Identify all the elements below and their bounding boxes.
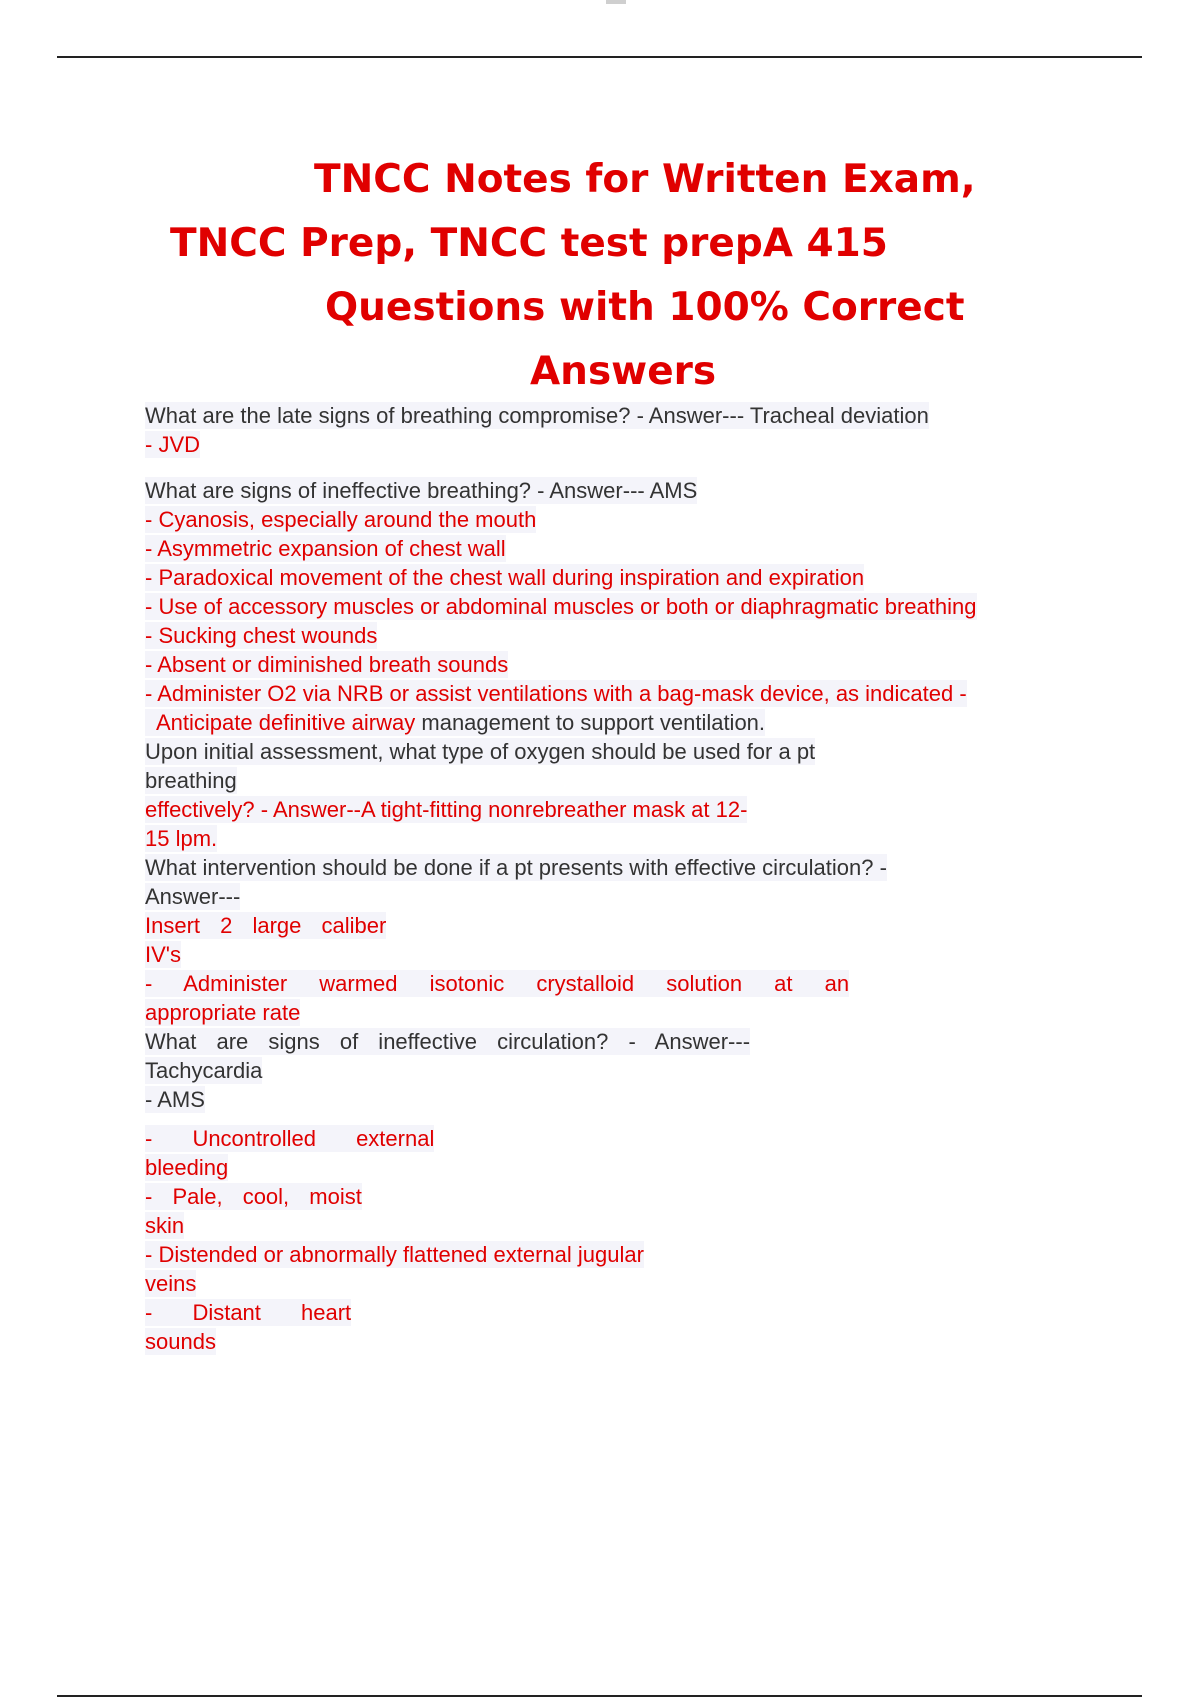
answer-text: Tachycardia: [145, 1058, 263, 1083]
question-text: Upon initial assessment, what type of oxygen should be used for a pt: [145, 739, 816, 764]
answer-item: [145, 563, 1095, 592]
answer-text: - Asymmetric expansion of chest wall: [145, 536, 506, 561]
question-text: What are signs of ineffective circulation? - Answer---: [145, 1029, 751, 1054]
answer-text: Anticipate definitive airway: [145, 710, 416, 735]
answer-text: - Distended or abnormally flattened external jugular: [145, 1242, 644, 1267]
answer-text: 15 lpm.: [145, 826, 218, 851]
title-line-3: Questions with 100% Correct: [325, 285, 965, 330]
answer-item: [145, 1182, 1095, 1211]
answer-text: IV's: [145, 942, 181, 967]
answer-item: [145, 650, 1095, 679]
answer-iv: [145, 911, 1095, 940]
answer-item-cont: [145, 1153, 1095, 1182]
footer-rule: [57, 1695, 1142, 1697]
answer-item: [145, 505, 1095, 534]
answer-text: Insert 2 large caliber: [145, 913, 387, 938]
answer-text: - Paradoxical movement of the chest wall during inspiration and expiration: [145, 565, 865, 590]
answer-ams: [145, 1085, 1095, 1114]
answer-text: - Sucking chest wounds: [145, 623, 378, 648]
question-oxygen-cont: [145, 766, 1095, 795]
question-text: Answer---: [145, 884, 241, 909]
document-body: [145, 401, 1095, 1356]
answer-iv-cont: [145, 940, 1095, 969]
answer-item-cont: [145, 1269, 1095, 1298]
question-intervention-cont: [145, 882, 1095, 911]
answer-oxygen: [145, 795, 1095, 824]
answer-text: - Administer O2 via NRB or assist ventilations with a bag-mask device, as indicated -: [145, 681, 967, 706]
answer-text: skin: [145, 1213, 185, 1238]
answer-item-airway: [145, 708, 1095, 737]
answer-text: - Pale, cool, moist: [145, 1184, 362, 1209]
answer-text: - JVD: [145, 432, 200, 457]
answer-text: - Administer warmed isotonic crystalloid solution at an: [145, 971, 850, 996]
answer-jvd: [145, 430, 1095, 459]
answer-item: [145, 592, 1095, 621]
answer-text: - Use of accessory muscles or abdominal muscles or both or diaphragmatic breathing: [145, 594, 977, 619]
answer-item: [145, 534, 1095, 563]
answer-text: - Absent or diminished breath sounds: [145, 652, 509, 677]
answer-text: appropriate rate: [145, 1000, 301, 1025]
question-late-signs: [145, 401, 1095, 430]
question-ineffective-breathing: [145, 476, 1095, 505]
question-text: What are the late signs of breathing compromise? - Answer--- Tracheal deviation: [145, 403, 929, 428]
question-text: What are signs of ineffective breathing? - Answer--- AMS: [145, 478, 698, 503]
answer-item-cont: [145, 1211, 1095, 1240]
header-rule: [57, 56, 1142, 58]
answer-text: - AMS: [145, 1087, 205, 1112]
title-line-2: TNCC Prep, TNCC test prepA 415: [170, 221, 888, 266]
answer-text-continued: management to support ventilation.: [415, 710, 766, 735]
answer-text: - Uncontrolled external: [145, 1126, 435, 1151]
answer-item: [145, 679, 1095, 708]
answer-oxygen-cont: [145, 824, 1095, 853]
answer-fluids-cont: [145, 998, 1095, 1027]
answer-text: bleeding: [145, 1155, 229, 1180]
answer-text: effectively? - Answer--A tight-fitting nonrebreather mask at 12-: [145, 797, 748, 822]
question-oxygen: [145, 737, 1095, 766]
answer-item-cont: [145, 1327, 1095, 1356]
answer-item: [145, 1240, 1095, 1269]
question-intervention: [145, 853, 1095, 882]
answer-tachycardia: [145, 1056, 1095, 1085]
answer-item: [145, 621, 1095, 650]
title-line-1: TNCC Notes for Written Exam,: [314, 157, 976, 202]
answer-text: veins: [145, 1271, 197, 1296]
answer-item: [145, 1124, 1095, 1153]
answer-text: sounds: [145, 1329, 216, 1354]
question-text: breathing: [145, 768, 237, 793]
question-ineffective-circulation: [145, 1027, 1095, 1056]
answer-text: - Distant heart: [145, 1300, 352, 1325]
page-top-mark: [606, 0, 626, 4]
title-line-4: Answers: [530, 349, 717, 394]
answer-text: - Cyanosis, especially around the mouth: [145, 507, 537, 532]
answer-item: [145, 1298, 1095, 1327]
document-title: [0, 148, 1200, 404]
question-text: What intervention should be done if a pt presents with effective circulation? -: [145, 855, 887, 880]
answer-fluids: [145, 969, 1095, 998]
